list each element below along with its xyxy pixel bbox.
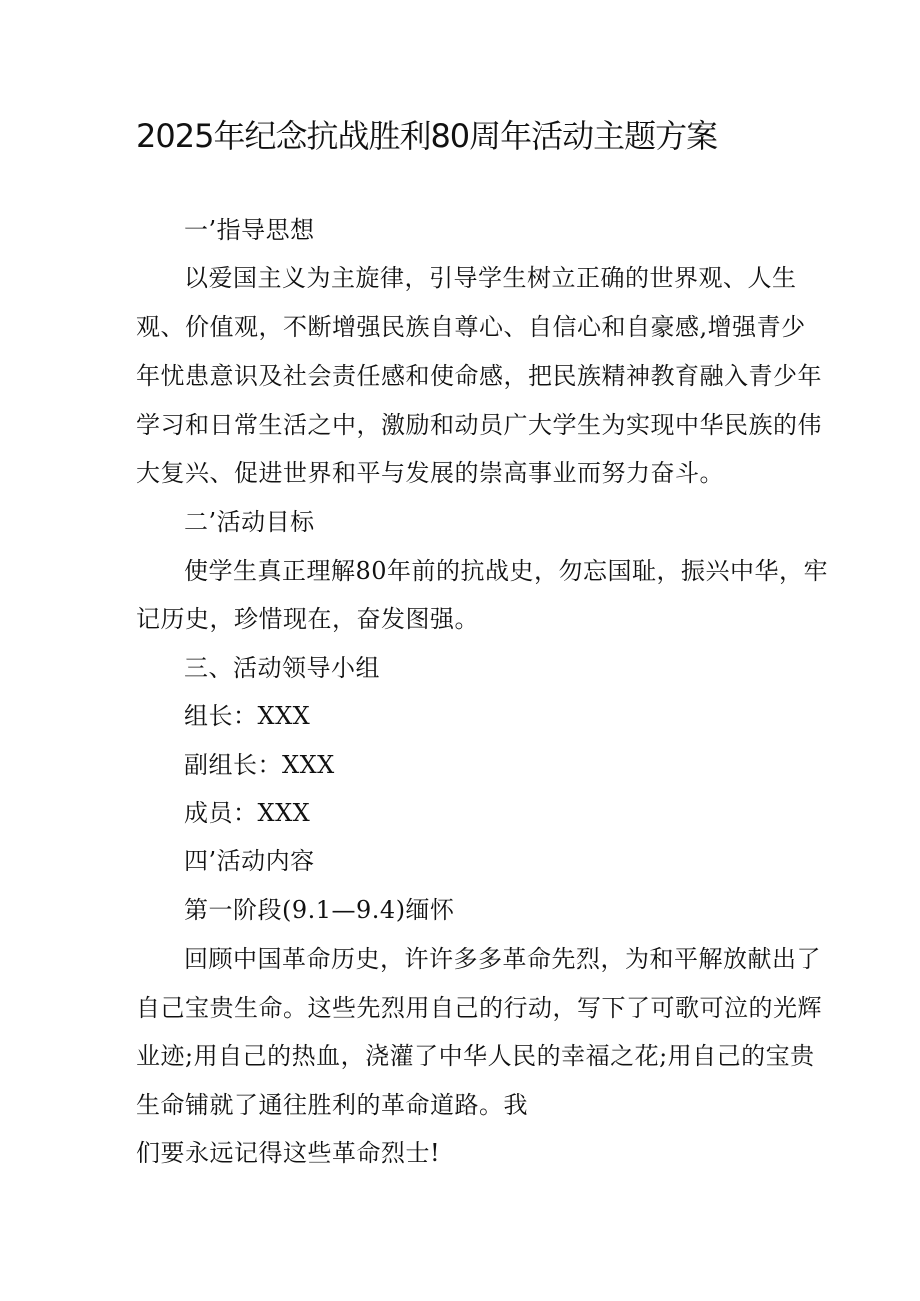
paragraph-line: 们要永远记得这些革命烈士! (136, 1139, 441, 1167)
section-heading-leadership-group: 三、活动领导小组 (184, 654, 380, 682)
paragraph-line: 年忧患意识及社会责任感和使命感，把民族精神教育融入青少年 (136, 362, 822, 390)
group-members: 成员：XXX (184, 799, 311, 827)
paragraph-line: 大复兴、促进世界和平与发展的崇高事业而努力奋斗。 (136, 459, 724, 487)
paragraph-line: 回顾中国革命历史，许许多多革命先烈，为和平解放献出了 (184, 945, 821, 973)
paragraph-line: 以爱国主义为主旋律，引导学生树立正确的世界观、人生 (184, 264, 797, 292)
document-title: 2025年纪念抗战胜利80周年活动主题方案 (136, 117, 718, 155)
deputy-group-leader: 副组长：XXX (184, 751, 335, 779)
section-heading-guiding-thought: 一’指导思想 (184, 216, 315, 244)
group-leader: 组长：XXX (184, 702, 311, 730)
paragraph-line: 学习和日常生活之中，激励和动员广大学生为实现中华民族的伟 (136, 411, 822, 439)
paragraph-line: 生命铺就了通往胜利的革命道路。我 (136, 1091, 528, 1119)
phase-one-heading: 第一阶段(9.1—9.4)缅怀 (184, 896, 455, 924)
paragraph-line: 业迹;用自己的热血，浇灌了中华人民的幸福之花;用自己的宝贵 (136, 1042, 815, 1070)
paragraph-line: 观、价值观，不断增强民族自尊心、自信心和自豪感,增强青少 (136, 313, 806, 341)
paragraph-line: 使学生真正理解80年前的抗战史，勿忘国耻，振兴中华，牢 (184, 557, 829, 585)
paragraph-line: 自己宝贵生命。这些先烈用自己的行动，写下了可歌可泣的光辉 (136, 994, 822, 1022)
section-heading-activity-goal: 二’活动目标 (184, 508, 315, 536)
paragraph-line: 记历史，珍惜现在，奋发图强。 (136, 605, 479, 633)
section-heading-activity-content: 四’活动内容 (184, 847, 315, 875)
